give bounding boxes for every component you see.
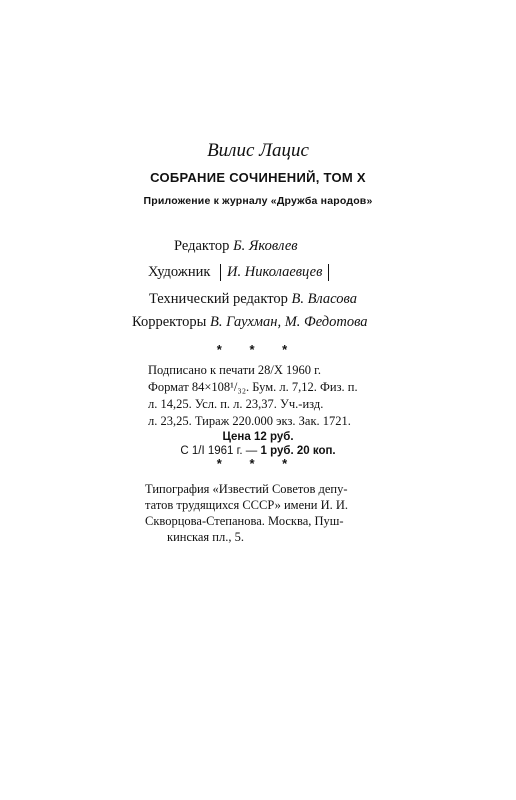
editor-label: Редактор (174, 238, 230, 254)
printing-house-line: Типография «Известий Советов депу- (145, 482, 348, 496)
book-subtitle: Приложение к журналу «Дружба народов» (143, 195, 373, 207)
editor-credit (174, 238, 298, 255)
print-info-line: Подписано к печати 28/X 1960 г. (148, 363, 321, 377)
tech-editor-credit (149, 291, 357, 308)
tech-editor-label: Технический редактор (149, 291, 288, 307)
correctors-name-2: М. Федотова (284, 314, 368, 330)
correctors-name-1: В. Гаухман, (210, 314, 282, 330)
tech-editor-name: В. Власова (291, 291, 357, 307)
correctors-credit (132, 314, 368, 331)
new-price-prefix: С 1/I 1961 г. — (180, 445, 258, 457)
price-line: Цена 12 руб. (222, 431, 294, 443)
book-title: СОБРАНИЕ СОЧИНЕНИЙ, ТОМ X (150, 170, 366, 185)
print-info-line: л. 14,25. Усл. п. л. 23,37. Уч.-изд. (148, 397, 324, 411)
editor-name: Б. Яковлев (233, 238, 298, 254)
separator-stars: * * * (216, 456, 300, 471)
printing-house-line: кинская пл., 5. (167, 530, 244, 544)
artist-label: Художник (148, 264, 211, 280)
new-price-value: 1 руб. 20 коп. (260, 445, 336, 457)
artist-credit (148, 264, 329, 281)
separator-stars: * * * (216, 342, 300, 357)
printing-house-line: татов трудящихся СССР» имени И. И. (145, 498, 349, 512)
artist-name: И. Николаевцев (220, 264, 329, 281)
correctors-label: Корректоры (132, 314, 207, 330)
author-name: Вилис Лацис (207, 140, 309, 161)
print-info-line: Формат 84×108¹/₃₂. Бум. л. 7,12. Физ. п. (148, 380, 358, 394)
printing-house-line: Скворцова-Степанова. Москва, Пуш- (145, 514, 344, 528)
print-info-line: л. 23,25. Тираж 220.000 экз. Зак. 1721. (148, 414, 351, 428)
